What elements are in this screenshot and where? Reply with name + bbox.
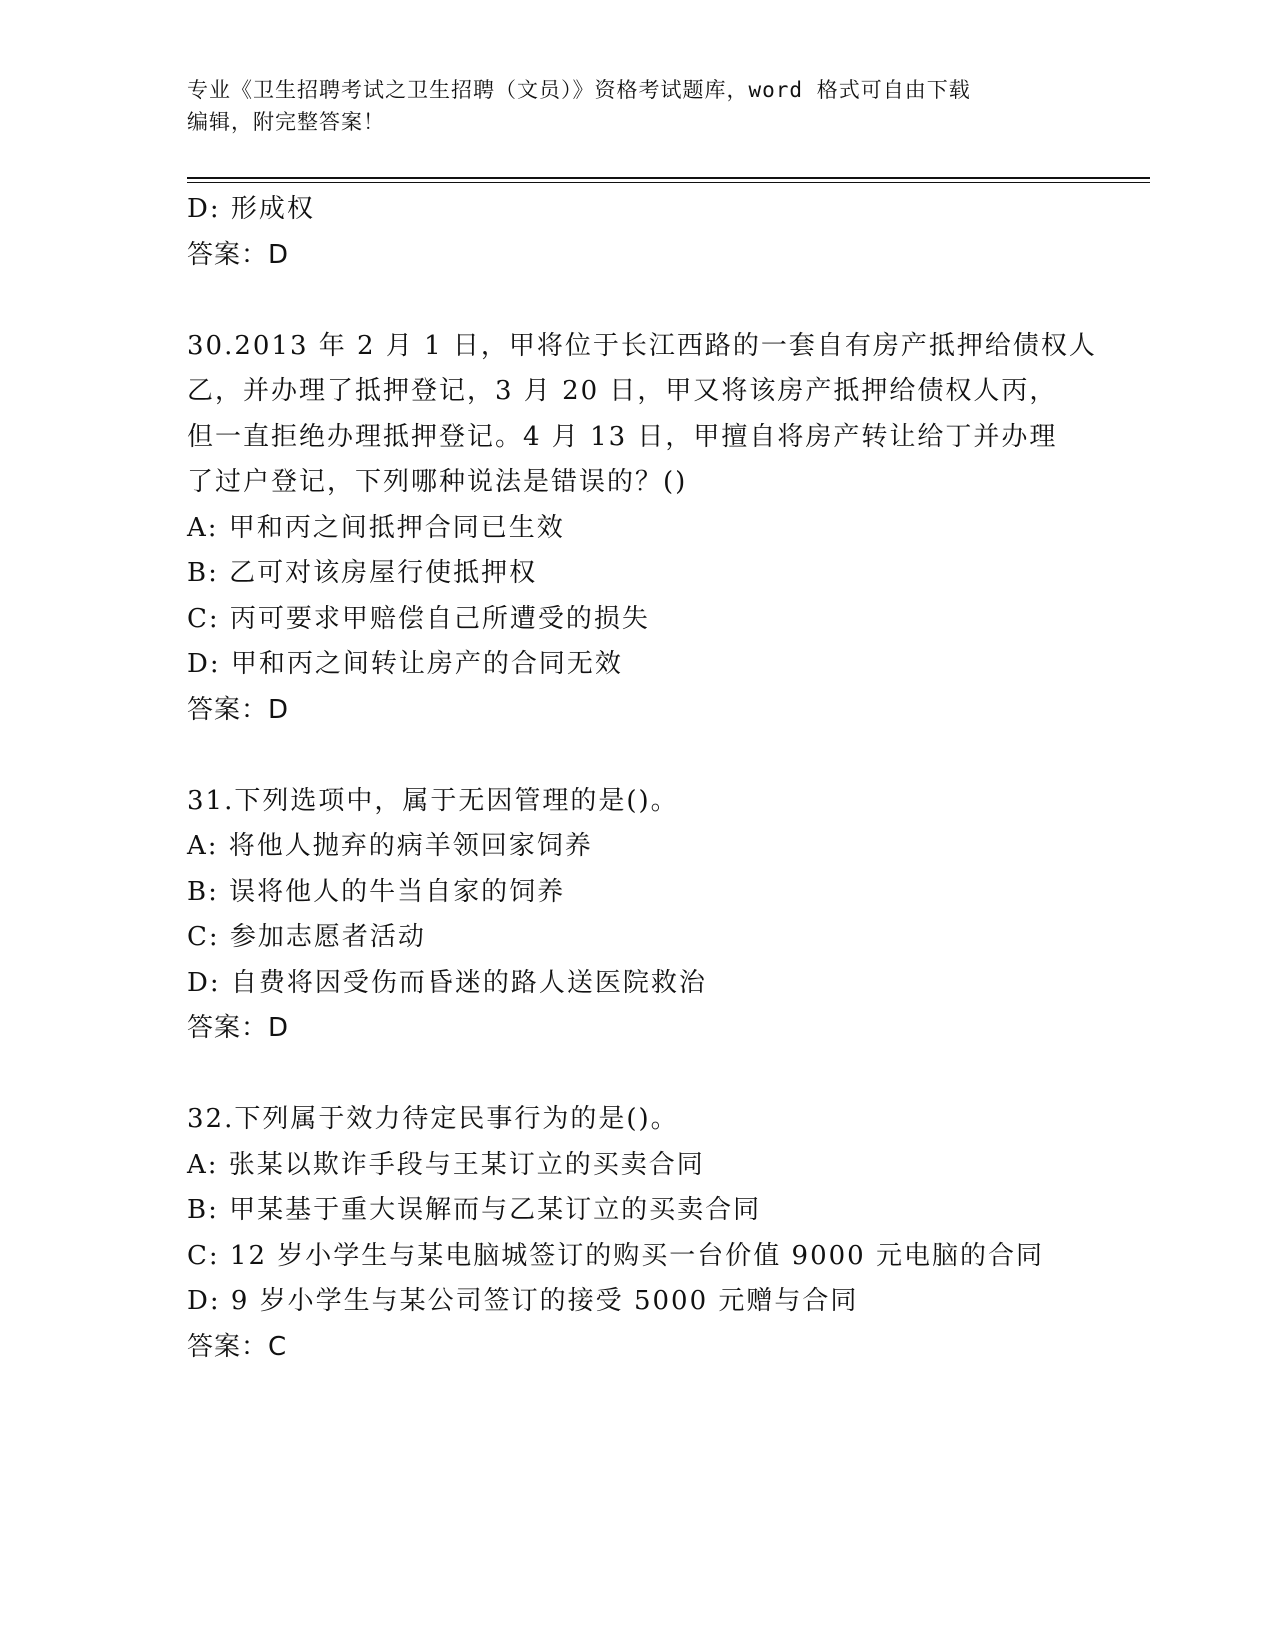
option-b: B: 误将他人的牛当自家的饲养 (187, 876, 566, 907)
question-32 (187, 1097, 1087, 1370)
option-c: C: 参加志愿者活动 (187, 922, 426, 952)
option-c: C: 12 岁小学生与某电脑城签订的购买一台价值 9000 元电脑的合同 (187, 1240, 1044, 1271)
answer: 答案：C (187, 1331, 288, 1362)
answer: 答案：D (187, 694, 290, 725)
header-divider-thick (187, 177, 1150, 179)
answer: 答案：D (187, 1013, 290, 1043)
header-divider-thin (187, 182, 1150, 183)
question-31 (187, 779, 1087, 1052)
option-c: C: 丙可要求甲赔偿自己所遭受的损失 (187, 603, 650, 634)
spacer (187, 278, 1087, 324)
prev-answer: 答案：D (187, 239, 290, 270)
option-d: D: 自费将因受伤而昏迷的路人送医院救治 (187, 967, 707, 998)
spacer (187, 1052, 1087, 1098)
option-a: A: 张某以欺诈手段与王某订立的买卖合同 (187, 1149, 705, 1180)
option-b: B: 乙可对该房屋行使抵押权 (187, 558, 538, 588)
header-line-2: 编辑，附完整答案！ (187, 110, 385, 134)
question-stem-line: 乙，并办理了抵押登记，3 月 20 日，甲又将该房产抵押给债权人丙， (187, 376, 1058, 406)
question-stem-line: 了过户登记，下列哪种说法是错误的？() (187, 467, 688, 497)
prev-option-d: D: 形成权 (187, 194, 315, 224)
question-30 (187, 324, 1097, 734)
question-content (187, 187, 1097, 1370)
option-d: D: 9 岁小学生与某公司签订的接受 5000 元赠与合同 (187, 1286, 859, 1316)
option-a: A: 甲和丙之间抵押合同已生效 (187, 512, 565, 543)
question-stem-line: 32.下列属于效力待定民事行为的是()。 (187, 1104, 679, 1134)
spacer (187, 733, 1087, 779)
option-a: A: 将他人抛弃的病羊领回家饲养 (187, 831, 593, 861)
option-b: B: 甲某基于重大误解而与乙某订立的买卖合同 (187, 1195, 762, 1225)
question-stem-line: 但一直拒绝办理抵押登记。4 月 13 日，甲擅自将房产转让给丁并办理 (187, 421, 1058, 452)
question-stem-line: 30.2013 年 2 月 1 日，甲将位于长江西路的一套自有房产抵押给债权人 (187, 330, 1097, 361)
header-note (187, 74, 1087, 138)
question-stem-line: 31.下列选项中，属于无因管理的是()。 (187, 785, 679, 816)
option-d: D: 甲和丙之间转让房产的合同无效 (187, 649, 623, 679)
header-line-1: 专业《卫生招聘考试之卫生招聘（文员）》资格考试题库，word 格式可自由下载 (187, 78, 971, 102)
